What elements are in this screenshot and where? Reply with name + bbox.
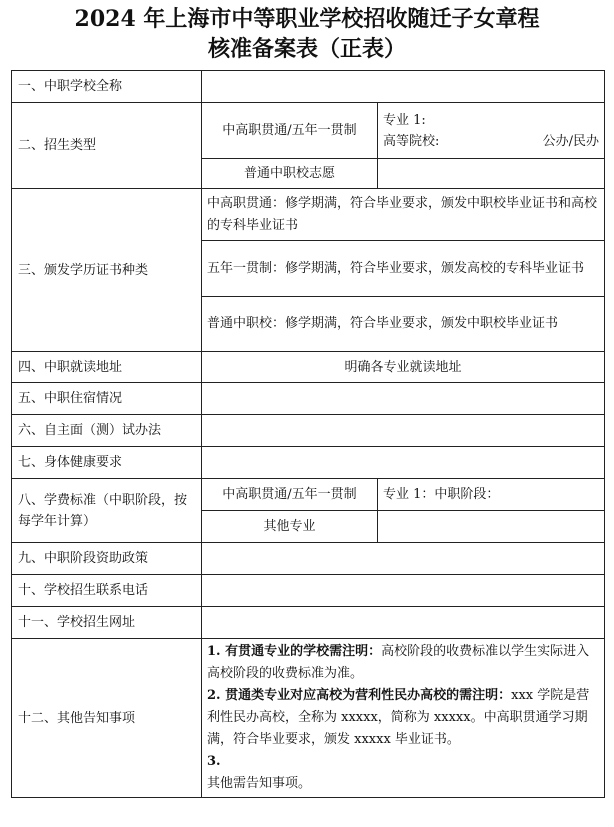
tuition-major[interactable]: 专业 1：中职阶段： xyxy=(378,479,605,511)
label-other-notices: 十二、其他告知事项 xyxy=(12,639,202,798)
notice-2-text: xxx 学院是营利性民办高校，全称为 xxxxx，简称为 xxxxx。中高职贯通学习期满，符合毕业要求，颁发 xxxxx 毕业证书。 xyxy=(207,688,590,747)
enrollment-type-through: 中高职贯通/五年一贯制 xyxy=(202,103,378,159)
form-title xyxy=(0,4,614,64)
enrollment-college: 高等院校: xyxy=(383,133,440,149)
row-website xyxy=(12,607,605,639)
row-subsidy xyxy=(12,543,605,575)
value-phone[interactable] xyxy=(202,575,605,607)
label-interview: 六、自主面（测）试办法 xyxy=(12,415,202,447)
row-certificate-1 xyxy=(12,189,605,241)
row-school-name xyxy=(12,71,605,103)
notice-3-heading-line xyxy=(207,751,599,773)
notice-1-heading: 1. 有贯通专业的学校需注明： xyxy=(207,644,382,659)
notice-3-text: 其他需告知事项。 xyxy=(207,776,312,791)
certificate-five-year: 五年一贯制：修学期满，符合毕业要求，颁发高校的专科毕业证书 xyxy=(202,241,605,297)
label-health: 七、身体健康要求 xyxy=(12,447,202,479)
row-other-notices xyxy=(12,639,605,798)
enrollment-major-college[interactable] xyxy=(378,103,605,159)
notice-2 xyxy=(207,685,599,751)
label-website: 十一、学校招生网址 xyxy=(12,607,202,639)
row-interview xyxy=(12,415,605,447)
value-interview[interactable] xyxy=(202,415,605,447)
value-other-notices[interactable] xyxy=(202,639,605,798)
value-address[interactable]: 明确各专业就读地址 xyxy=(202,352,605,383)
notice-1-text: 高校阶段的收费标准以学生实际进入高校阶段的收费标准为准。 xyxy=(207,644,590,681)
notice-2-heading: 2. 贯通类专业对应高校为营利性民办高校的需注明： xyxy=(207,688,512,703)
title-line-1: 2024 年上海市中等职业学校招收随迁子女章程 xyxy=(74,6,540,32)
notice-1 xyxy=(207,641,599,685)
label-school-name: 一、中职学校全称 xyxy=(12,71,202,103)
tuition-other-value[interactable] xyxy=(378,511,605,543)
enrollment-type-regular: 普通中职校志愿 xyxy=(202,159,378,189)
label-enrollment-type: 二、招生类型 xyxy=(12,103,202,189)
enrollment-ownership: 公办/民办 xyxy=(542,133,599,149)
certificate-through: 中高职贯通：修学期满，符合毕业要求，颁发中职校毕业证书和高校的专科毕业证书 xyxy=(202,189,605,241)
enrollment-college-line xyxy=(383,131,599,152)
enrollment-major: 专业 1: xyxy=(383,112,426,128)
value-health[interactable] xyxy=(202,447,605,479)
row-health xyxy=(12,447,605,479)
certificate-regular: 普通中职校：修学期满，符合毕业要求，颁发中职校毕业证书 xyxy=(202,297,605,352)
enrollment-regular-value[interactable] xyxy=(378,159,605,189)
value-website[interactable] xyxy=(202,607,605,639)
title-line-2: 核准备案表（正表） xyxy=(207,36,406,62)
label-address: 四、中职就读地址 xyxy=(12,352,202,383)
row-tuition-1 xyxy=(12,479,605,511)
label-subsidy: 九、中职阶段资助政策 xyxy=(12,543,202,575)
label-accommodation: 五、中职住宿情况 xyxy=(12,383,202,415)
row-enrollment-type-1 xyxy=(12,103,605,159)
label-tuition: 八、学费标准（中职阶段，按每学年计算） xyxy=(12,479,202,543)
value-school-name[interactable] xyxy=(202,71,605,103)
row-address xyxy=(12,352,605,383)
value-accommodation[interactable] xyxy=(202,383,605,415)
tuition-type-other: 其他专业 xyxy=(202,511,378,543)
notice-3-heading: 3. xyxy=(207,754,221,769)
label-certificate-types: 三、颁发学历证书种类 xyxy=(12,189,202,352)
label-phone: 十、学校招生联系电话 xyxy=(12,575,202,607)
row-accommodation xyxy=(12,383,605,415)
row-phone xyxy=(12,575,605,607)
tuition-type-through: 中高职贯通/五年一贯制 xyxy=(202,479,378,511)
value-subsidy[interactable] xyxy=(202,543,605,575)
filing-form-table xyxy=(11,70,605,798)
